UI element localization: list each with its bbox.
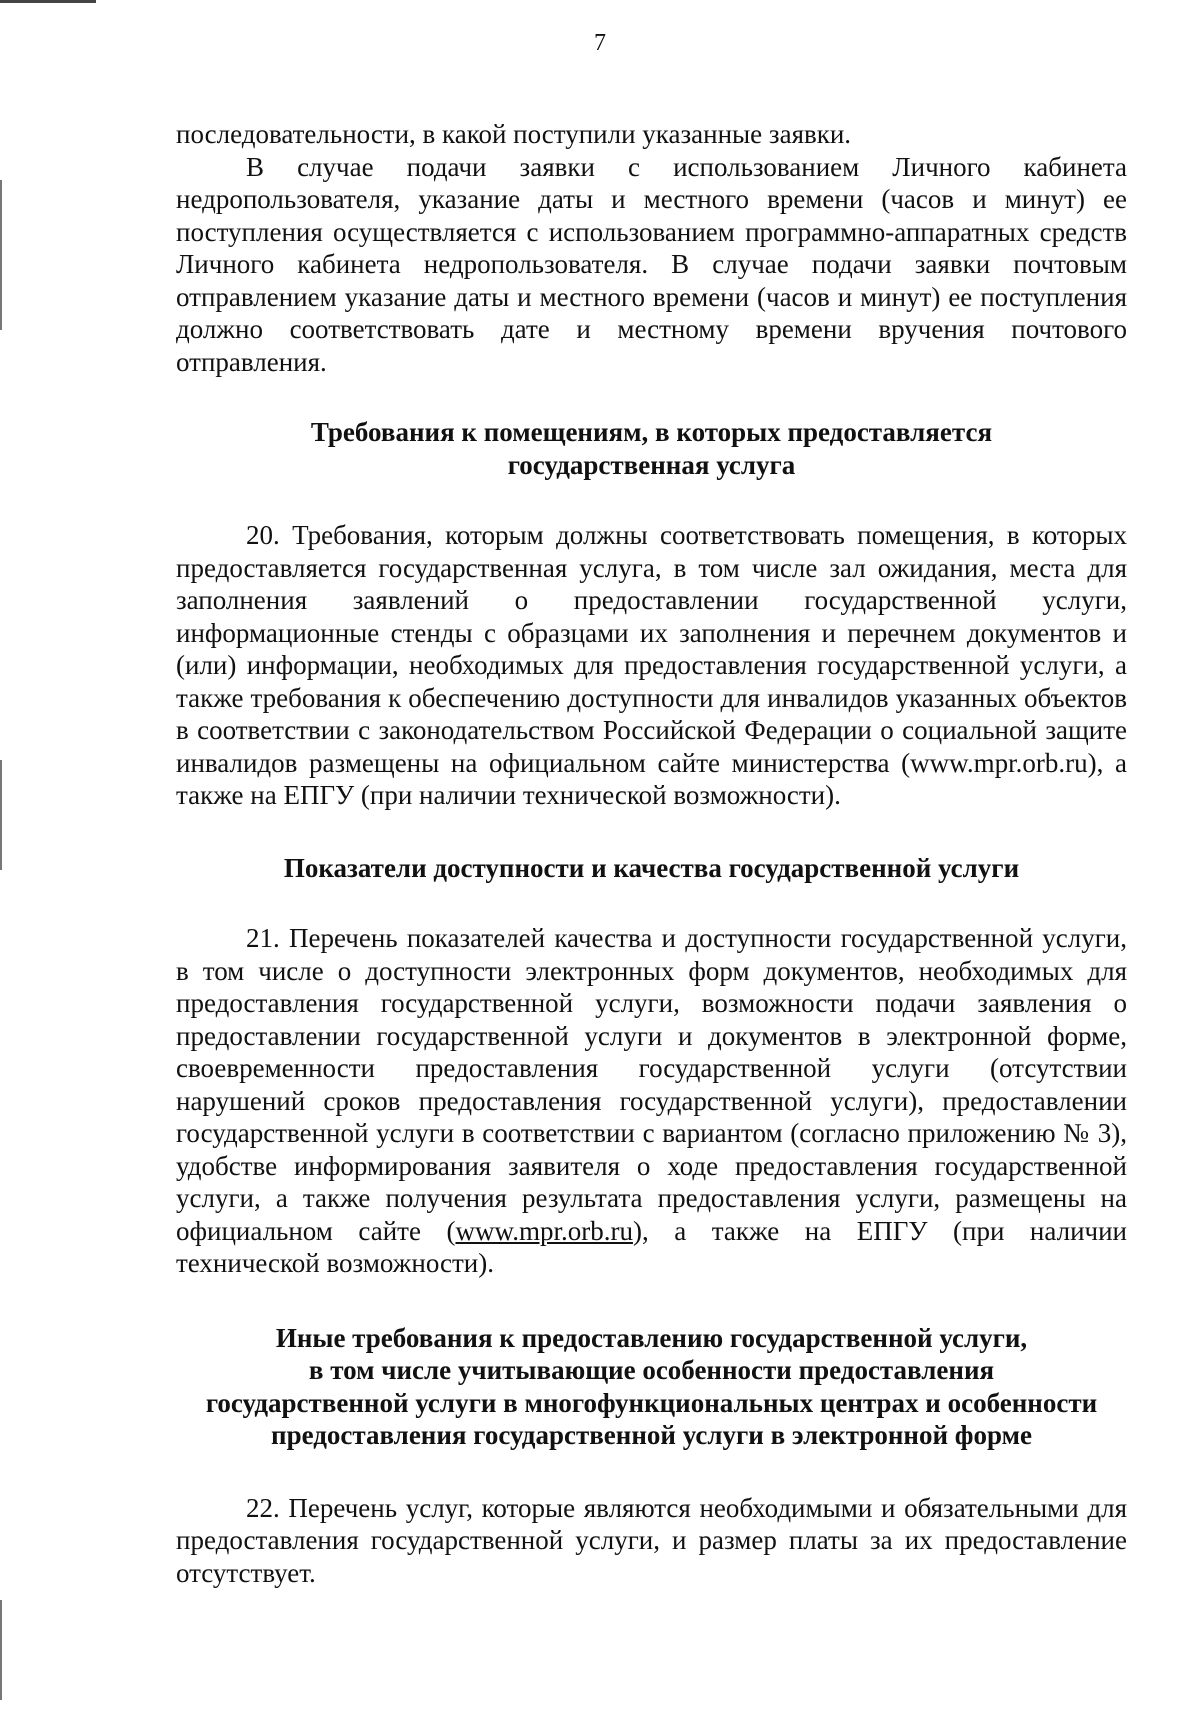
page-number: 7 xyxy=(594,30,606,56)
heading-availability-indicators: Показатели доступности и качества государственной услуги xyxy=(283,852,1020,883)
paragraph-21: 21. Перечень показателей качества и доступности государственной услуги, в том числе о доступности электронных форм документов, необходимых для предоставления государственной услуги, возможности подачи заявления о предоставлении государственной услуги и документов в электронной форме, своевременности предоставления государственной услуги (отсутствии нарушений сроков предоставления государственной услуги), предоставлении государственной услуги в соответствии с вариантом (согласно приложению № 3), удобстве информирования заявителя о ходе предоставления государственной услуги, а также получения результата предоставления услуги, размещены на официальном сайте (www.mpr.orb.ru), а также на ЕПГУ (при наличии технической возможности). xyxy=(176,923,1127,1278)
heading-premises-requirements: Требования к помещениям, в которых предоставляется государственная услуга xyxy=(310,417,993,480)
paragraph-continuation: последовательности, в какой поступили указанные заявки. xyxy=(176,119,852,149)
document-body xyxy=(176,118,1127,1589)
paragraph-22: 22. Перечень услуг, которые являются необходимыми и обязательными для предоставления государственной услуги, и размер платы за их предоставление отсутствует. xyxy=(176,1492,1127,1588)
scan-edge-mark xyxy=(0,760,2,870)
paragraph-20: 20. Требования, которым должны соответствовать помещения, в которых предоставляется государственная услуга, в том числе зал ожидания, места для заполнения заявлений о предоставлении государственной услуги, информационные стенды с образцами их заполнения и перечнем документов и (или) информации, необходимых для предоставления государственной услуги, а также требования к обеспечению доступности для инвалидов указанных объектов в соответствии с законодательством Российской Федерации о социальной защите инвалидов размещены на официальном сайте министерства (www.mpr.orb.ru), а также на ЕПГУ (при наличии технической возможности). xyxy=(176,520,1127,810)
scan-edge-mark xyxy=(0,1600,2,1700)
paragraph-application-time: В случае подачи заявки с использованием Личного кабинета недропользователя, указание даты и местного времени (часов и минут) ее поступления осуществляется с использованием программно-аппаратных средств Личного кабинета недропользователя. В случае подачи заявки почтовым отправлением указание даты и местного времени (часов и минут) ее поступления должно соответствовать дате и местному времени вручения почтового отправления. xyxy=(176,151,1127,377)
scan-edge-mark xyxy=(0,180,2,330)
heading-other-requirements: Иные требования к предоставлению государственной услуги, в том числе учитывающие особенности предоставления государственной услуги в многофункциональных центрах и особенности предоставления государственной услуги в электронной форме xyxy=(205,1322,1098,1450)
website-link[interactable]: www.mpr.orb.ru xyxy=(455,1215,633,1246)
scan-edge-mark xyxy=(0,0,96,3)
